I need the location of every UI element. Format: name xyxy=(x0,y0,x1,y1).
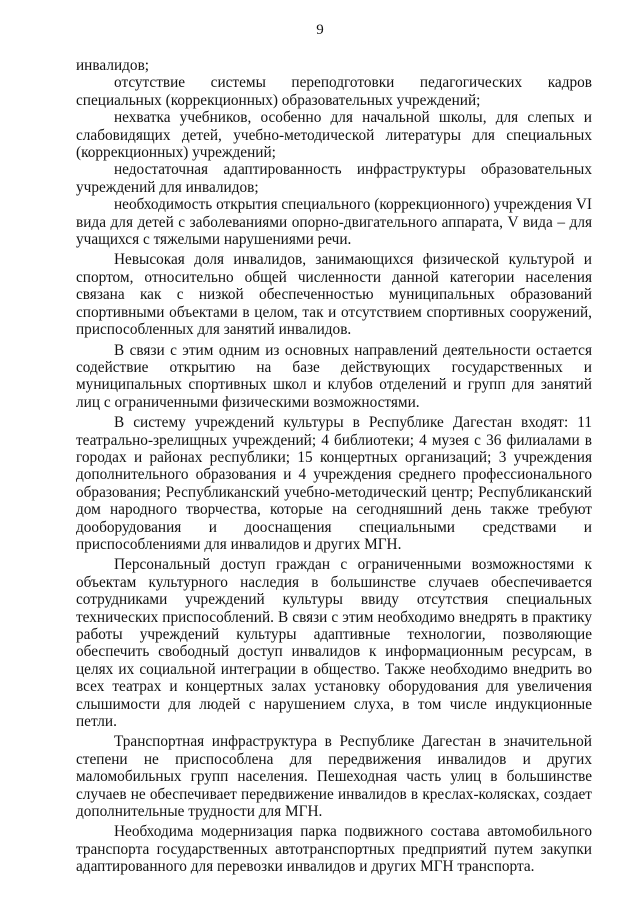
list-item-special-institution: необходимость открытия специального (коррекционного) учреждения VI вида для детей с заболеваниями опорно-двигательного аппарата, V вида – для учащихся с тяжелыми нарушениями речи. xyxy=(76,196,592,249)
paragraph-fleet-modernization: Необходима модернизация парка подвижного состава автомобильного транспорта государственных автотранспортных предприятий путем закупки адаптированного для перевозки инвалидов и других МГН транспорта. xyxy=(76,823,592,876)
paragraph-sports-schools: В связи с этим одним из основных направлений деятельности остается содействие открытию на базе действующих государственных и муниципальных спортивных школ и клубов отделений и групп для занятий лиц с ограниченными физическими возможностями. xyxy=(76,341,592,411)
paragraph-transport-infrastructure: Транспортная инфраструктура в Республике Дагестан в значительной степени не приспособлена для передвижения инвалидов и других маломобильных групп населения. Пешеходная часть улиц в большинстве случаев не обеспечивает передвижение инвалидов в креслах-колясках, создает дополнительные трудности для МГН. xyxy=(76,733,592,821)
paragraph-sports: Невысокая доля инвалидов, занимающихся физической культурой и спортом, относительно общей численности данной категории населения связана как с низкой обеспеченностью муниципальных образований спортивными объектами в целом, так и отсутствием спортивных сооружений, приспособленных для занятий инвалидов. xyxy=(76,251,592,339)
list-item-textbooks-shortage: нехватка учебников, особенно для начальной школы, для слепых и слабовидящих детей, учебно-методической литературы для специальных (коррекционных) учреждений; xyxy=(76,109,592,162)
paragraph-continuation: инвалидов; xyxy=(76,57,150,74)
document-body xyxy=(76,57,592,876)
page-number: 9 xyxy=(316,22,324,38)
paragraph-cultural-heritage-access: Персональный доступ граждан с ограниченными возможностями к объектам культурного наследия в большинстве случаев обеспечивается сотрудниками учреждений культуры ввиду отсутствия специальных технических приспособлений. В связи с этим необходимо внедрять в практику работы учреждений культуры адаптивные технологии, позволяющие обеспечить свободный доступ инвалидов к информационным ресурсам, в целях их социальной интеграции в общество. Также необходимо внедрить во всех театрах и концертных залах установку оборудования для увеличения слышимости для людей с нарушением слуха, в том числе индукционные петли. xyxy=(76,556,592,731)
list-item-teacher-retraining: отсутствие системы переподготовки педагогических кадров специальных (коррекционных) образовательных учреждений; xyxy=(76,74,592,109)
list-item-infrastructure: недостаточная адаптированность инфраструктуры образовательных учреждений для инвалидов; xyxy=(76,161,592,196)
paragraph-culture-institutions: В систему учреждений культуры в Республике Дагестан входят: 11 театрально-зрелищных учреждений; 4 библиотеки; 4 музея с 36 филиалами в городах и районах республики; 15 концертных организаций; 3 учреждения дополнительного образования и 4 учреждения среднего профессионального образования; Республиканский учебно-методический центр; Республиканский дом народного творчества, которые на сегодняшний день также требуют дооборудования и дооснащения специальными средствами и приспособлениями для инвалидов и других МГН. xyxy=(76,414,592,553)
